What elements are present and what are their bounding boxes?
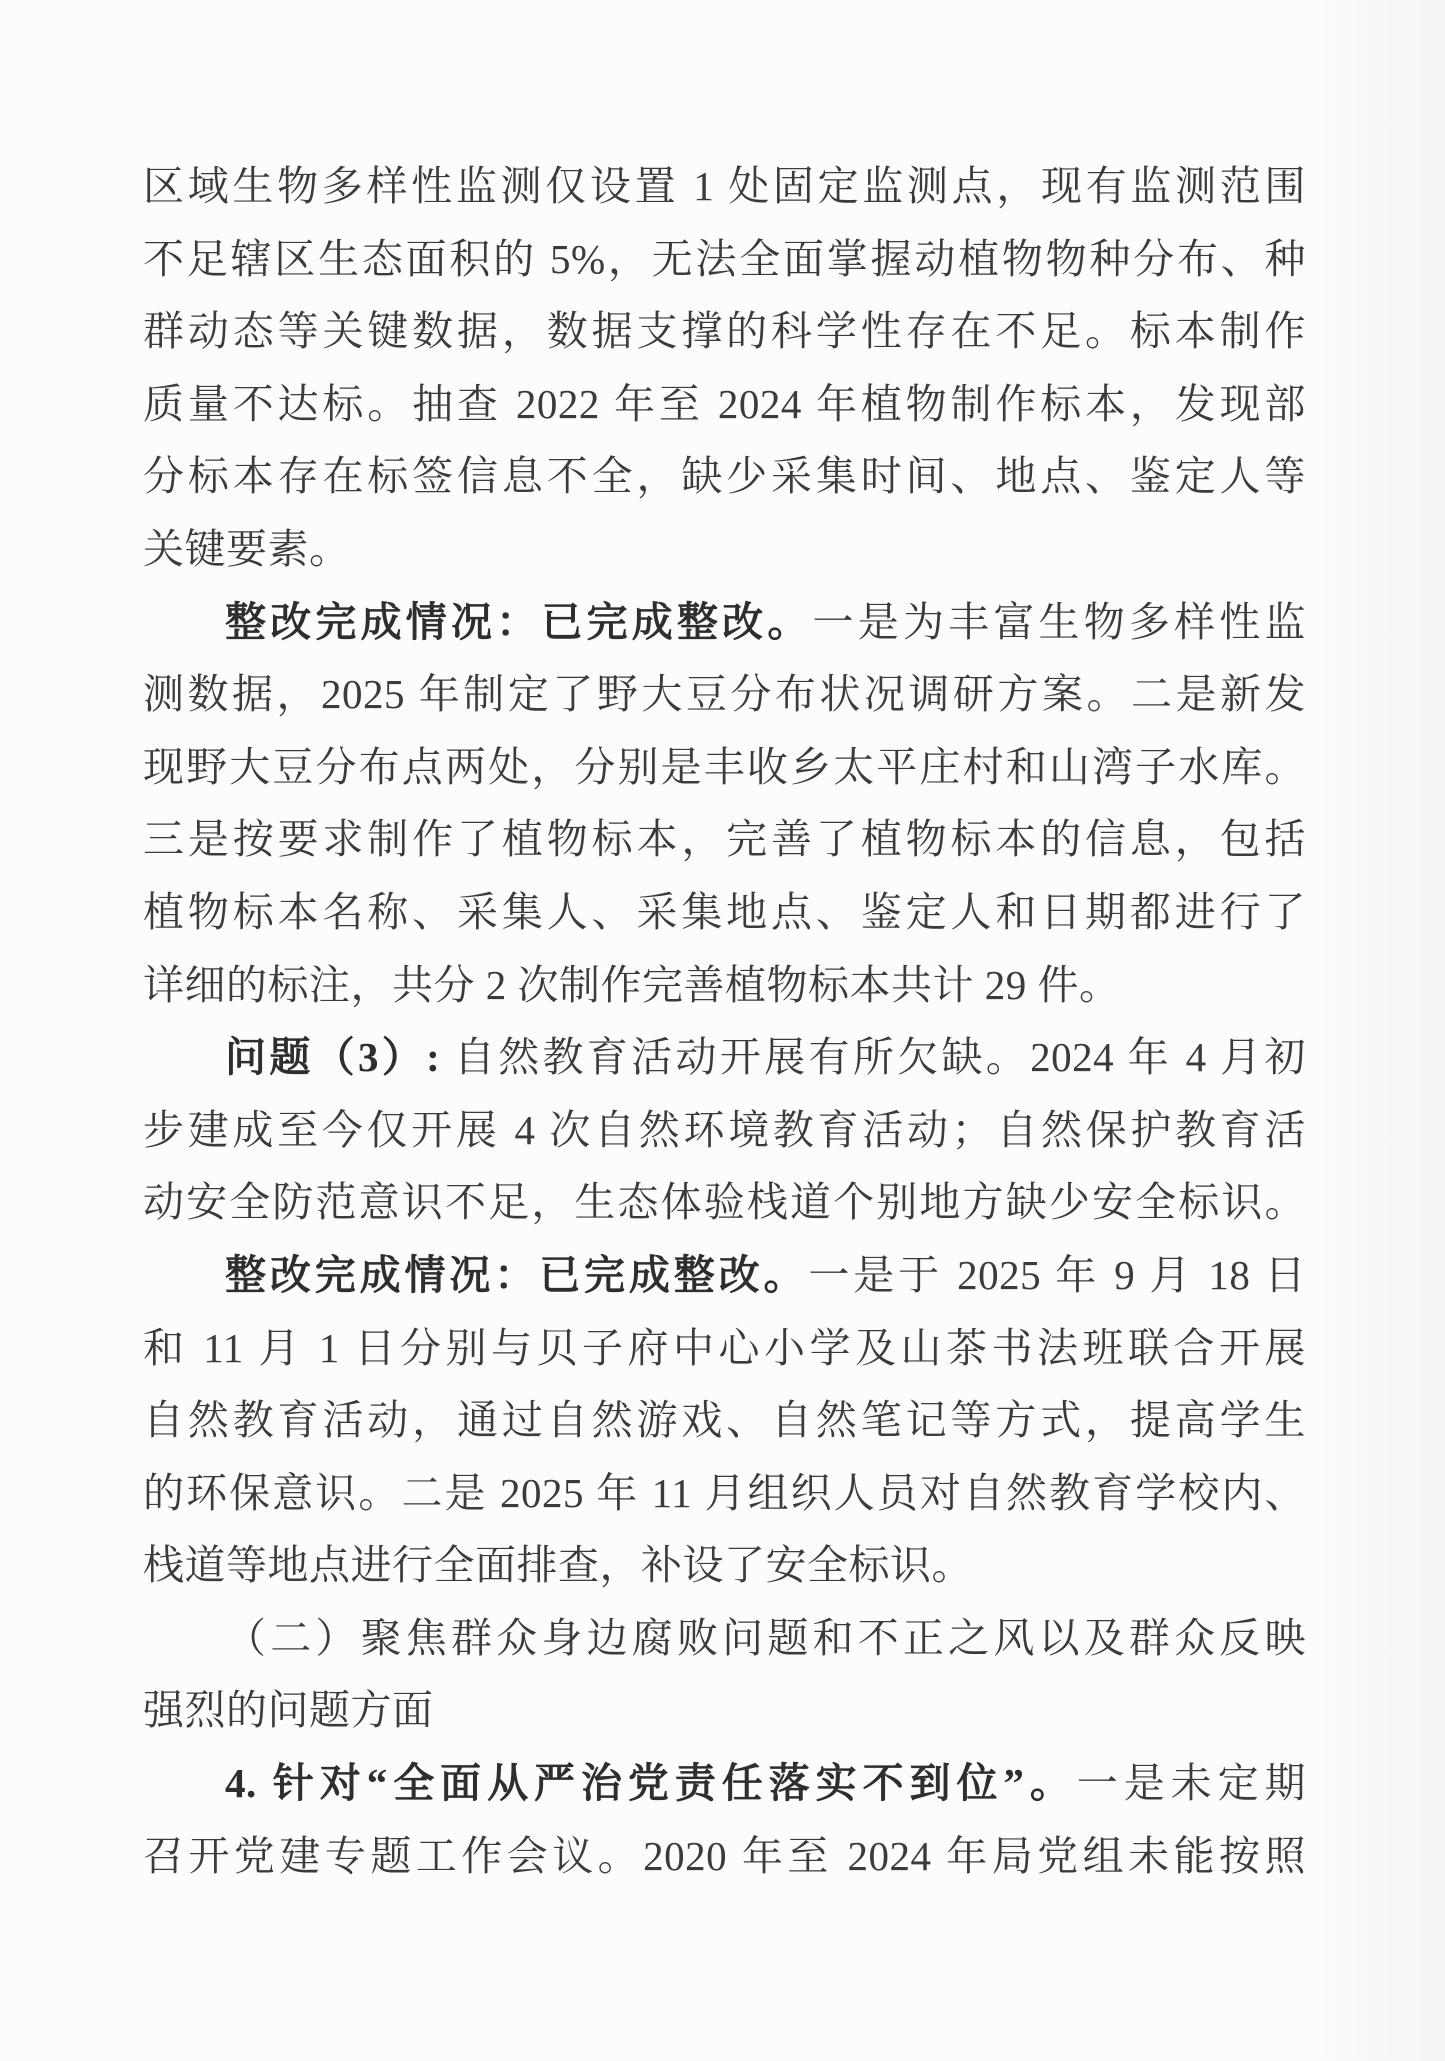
text-segment: 区域生物多样性监测仅设置 1 处固定监测点，现有监测范围 <box>143 163 1306 209</box>
text-line <box>143 1021 1306 1094</box>
text-line <box>143 1384 1306 1457</box>
text-segment: （二）聚焦群众身边腐败问题和不正之风以及群众反映 <box>225 1614 1306 1661</box>
bold-text-segment: 问题（3）: <box>225 1034 454 1081</box>
text-line <box>143 368 1306 441</box>
text-segment: 群动态等关键数据，数据支撑的科学性存在不足。标本制作 <box>143 308 1306 355</box>
text-segment: 关键要素。 <box>143 525 351 572</box>
text-line <box>143 586 1306 659</box>
text-line <box>143 513 1306 586</box>
text-line <box>143 1166 1306 1239</box>
text-line <box>143 150 1306 223</box>
text-segment: 植物标本名称、采集人、采集地点、鉴定人和日期都进行了 <box>143 888 1306 935</box>
text-segment: 步建成至今仅开展 4 次自然环境教育活动；自然保护教育活 <box>143 1106 1306 1153</box>
text-line <box>143 949 1306 1022</box>
text-line <box>143 1529 1306 1602</box>
text-segment: 三是按要求制作了植物标本，完善了植物标本的信息，包括 <box>143 816 1306 863</box>
text-segment: 栈道等地点进行全面排查，补设了安全标识。 <box>143 1542 973 1589</box>
text-segment: 一是为丰富生物多样性监 <box>812 598 1307 645</box>
text-line <box>143 1820 1306 1893</box>
text-line <box>143 731 1306 804</box>
text-line <box>143 440 1306 513</box>
text-line <box>143 658 1306 731</box>
bold-text-segment: 4. 针对“全面从严治党责任落实不到位”。 <box>225 1760 1077 1807</box>
text-segment: 动安全防范意识不足，生态体验栈道个别地方缺少安全标识。 <box>143 1179 1306 1226</box>
text-line <box>143 223 1306 296</box>
text-segment: 详细的标注，共分 2 次制作完善植物标本共计 29 件。 <box>143 961 1121 1008</box>
text-segment: 自然教育活动，通过自然游戏、自然笔记等方式，提高学生 <box>143 1397 1306 1444</box>
text-segment: 召开党建专题工作会议。2020 年至 2024 年局党组未能按照 <box>143 1832 1306 1879</box>
text-line <box>143 1602 1306 1675</box>
text-segment: 的环保意识。二是 2025 年 11 月组织人员对自然教育学校内、 <box>143 1469 1306 1516</box>
text-segment: 一是于 2025 年 9 月 18 日 <box>808 1251 1306 1298</box>
text-segment: 分标本存在标签信息不全，缺少采集时间、地点、鉴定人等 <box>143 453 1306 500</box>
text-line <box>143 1457 1306 1530</box>
text-segment: 和 11 月 1 日分别与贝子府中心小学及山茶书法班联合开展 <box>143 1324 1306 1371</box>
document-text <box>143 150 1306 1892</box>
text-line <box>143 1674 1306 1747</box>
text-line <box>143 1312 1306 1385</box>
text-segment: 不足辖区生态面积的 5%，无法全面掌握动植物物种分布、种 <box>143 235 1306 282</box>
text-segment: 现野大豆分布点两处，分别是丰收乡太平庄村和山湾子水库。 <box>143 743 1306 790</box>
text-line <box>143 1239 1306 1312</box>
text-segment: 质量不达标。抽查 2022 年至 2024 年植物制作标本，发现部 <box>143 380 1306 427</box>
text-line <box>143 876 1306 949</box>
text-segment: 强烈的问题方面 <box>143 1687 434 1734</box>
bold-text-segment: 整改完成情况：已完成整改。 <box>225 1251 809 1298</box>
text-line <box>143 295 1306 368</box>
text-segment: 自然教育活动开展有所欠缺。2024 年 4 月初 <box>453 1034 1307 1081</box>
text-line <box>143 803 1306 876</box>
text-segment: 测数据，2025 年制定了野大豆分布状况调研方案。二是新发 <box>143 671 1306 718</box>
text-line <box>143 1747 1306 1820</box>
bold-text-segment: 整改完成情况：已完成整改。 <box>225 598 813 645</box>
text-segment: 一是未定期 <box>1076 1760 1307 1807</box>
text-line <box>143 1094 1306 1167</box>
